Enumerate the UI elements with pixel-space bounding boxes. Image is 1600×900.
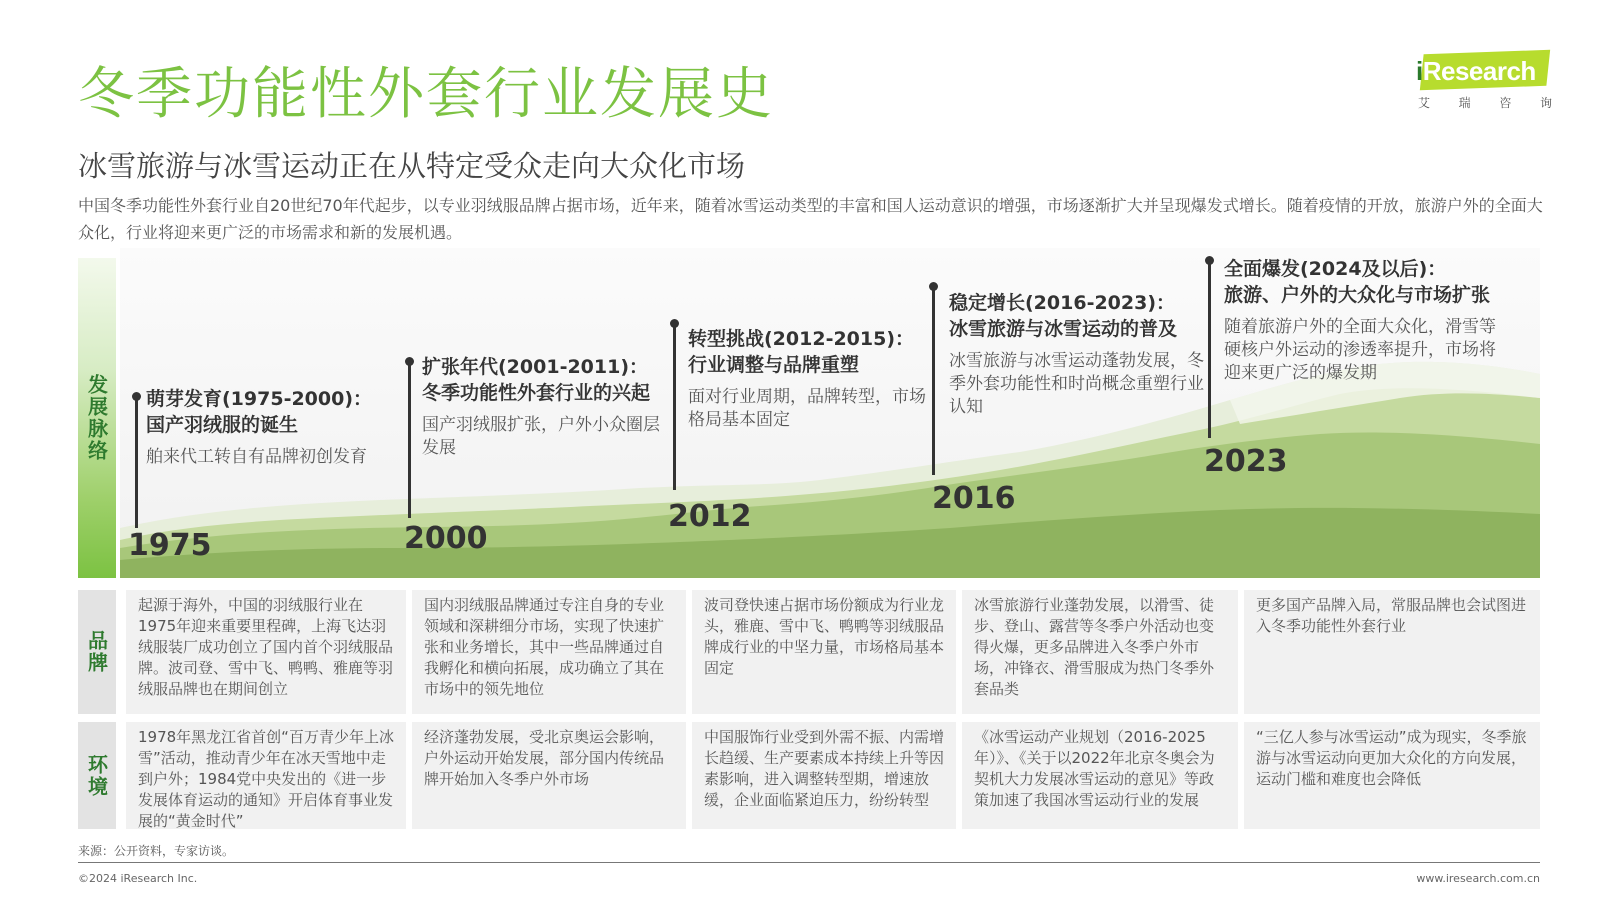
- source-note: 来源：公开资料，专家访谈。: [78, 844, 235, 858]
- logo-chinese-name: 艾 瑞 咨 询: [1418, 96, 1552, 110]
- environment-cell-1975: 1978年黑龙江省首创“百万青少年上冰雪”活动，推动青少年在冰天雪地中走到户外；1984党中央发出的《进一步发展体育运动的通知》开启体育事业发展的“黄金时代”: [126, 722, 406, 829]
- page-subtitle: 冰雪旅游与冰雪运动正在从特定受众走向大众化市场: [78, 149, 746, 183]
- stage-2016: 稳定增长(2016-2023)： 冰雪旅游与冰雪运动的普及 冰雪旅游与冰雪运动蓬勃发展，冬季外套功能性和时尚概念重塑行业认知: [949, 292, 1204, 417]
- stage-1975: 萌芽发育(1975-2000)： 国产羽绒服的诞生 舶来代工转自有品牌初创发育: [146, 388, 373, 467]
- timeline-marker-2023: [1208, 262, 1211, 438]
- timeline-marker-2000: [408, 363, 411, 518]
- environment-cell-2001: 经济蓬勃发展，受北京奥运会影响，户外运动开始发展，部分国内传统品牌开始加入冬季户外市场: [412, 722, 686, 829]
- row-label-brand: 品牌: [78, 590, 116, 714]
- environment-cell-2024: “三亿人参与冰雪运动”成为现实，冬季旅游与冰雪运动向更加大众化的方向发展，运动门槛和难度也会降低: [1244, 722, 1540, 829]
- intro-paragraph: 中国冬季功能性外套行业自20世纪70年代起步，以专业羽绒服品牌占据市场，近年来，随着冰雪运动类型的丰富和国人运动意识的增强，市场逐渐扩大并呈现爆发式增长。随着疫情的开放，旅游户外的全面大众化，行业将迎来更广泛的市场需求和新的发展机遇。: [78, 196, 1543, 242]
- website-link[interactable]: www.iresearch.com.cn: [1416, 872, 1540, 885]
- brand-cell-2012: 波司登快速占据市场份额成为行业龙头，雅鹿、雪中飞、鸭鸭等羽绒服品牌成行业的中坚力量，市场格局基本固定: [692, 590, 956, 714]
- footer-divider: [78, 862, 1540, 863]
- iresearch-logo: [1416, 46, 1566, 116]
- year-label-2012: 2012: [668, 499, 752, 534]
- brand-cell-2016: 冰雪旅游行业蓬勃发展，以滑雪、徒步、登山、露营等冬季户外活动也变得火爆，更多品牌进入冬季户外市场，冲锋衣、滑雪服成为热门冬季外套品类: [962, 590, 1238, 714]
- year-label-2000: 2000: [404, 521, 488, 556]
- stage-2024: 全面爆发(2024及以后)： 旅游、户外的大众化与市场扩张 随着旅游户外的全面大众化，滑雪等硬核户外运动的渗透率提升，市场将迎来更广泛的爆发期: [1224, 258, 1496, 383]
- timeline-marker-2012: [673, 325, 676, 490]
- environment-cell-2016: 《冰雪运动产业规划（2016-2025年）》、《关于以2022年北京冬奥会为契机大力发展冰雪运动的意见》等政策加速了我国冰雪运动行业的发展: [962, 722, 1238, 829]
- logo-wordmark: iResearch: [1416, 56, 1536, 86]
- timeline-marker-1975: [135, 398, 138, 528]
- page-title: 冬季功能性外套行业发展史: [78, 62, 774, 127]
- brand-cell-2024: 更多国产品牌入局，常服品牌也会试图进入冬季功能性外套行业: [1244, 590, 1540, 714]
- year-label-2016: 2016: [932, 481, 1016, 516]
- environment-cell-2012: 中国服饰行业受到外需不振、内需增长趋缓、生产要素成本持续上升等因素影响，进入调整转型期，增速放缓，企业面临紧迫压力，纷纷转型: [692, 722, 956, 829]
- year-label-2023: 2023: [1204, 444, 1288, 479]
- year-label-1975: 1975: [128, 528, 212, 563]
- timeline-marker-2016: [932, 288, 935, 475]
- stage-2001: 扩张年代(2001-2011)： 冬季功能性外套行业的兴起 国产羽绒服扩张，户外小众圈层发展: [422, 356, 660, 458]
- brand-cell-2001: 国内羽绒服品牌通过专注自身的专业领域和深耕细分市场，实现了快速扩张和业务增长，其中一些品牌通过自我孵化和横向拓展，成功确立了其在市场中的领先地位: [412, 590, 686, 714]
- row-label-development: 发展脉络: [78, 258, 116, 578]
- stage-2012: 转型挑战(2012-2015)： 行业调整与品牌重塑 面对行业周期，品牌转型，市场格局基本固定: [688, 328, 926, 430]
- copyright: ©2024 iResearch Inc.: [78, 872, 198, 885]
- row-label-environment: 环境: [78, 722, 116, 829]
- brand-cell-1975: 起源于海外，中国的羽绒服行业在1975年迎来重要里程碑，上海飞达羽绒服装厂成功创立了国内首个羽绒服品牌。波司登、雪中飞、鸭鸭、雅鹿等羽绒服品牌也在期间创立: [126, 590, 406, 714]
